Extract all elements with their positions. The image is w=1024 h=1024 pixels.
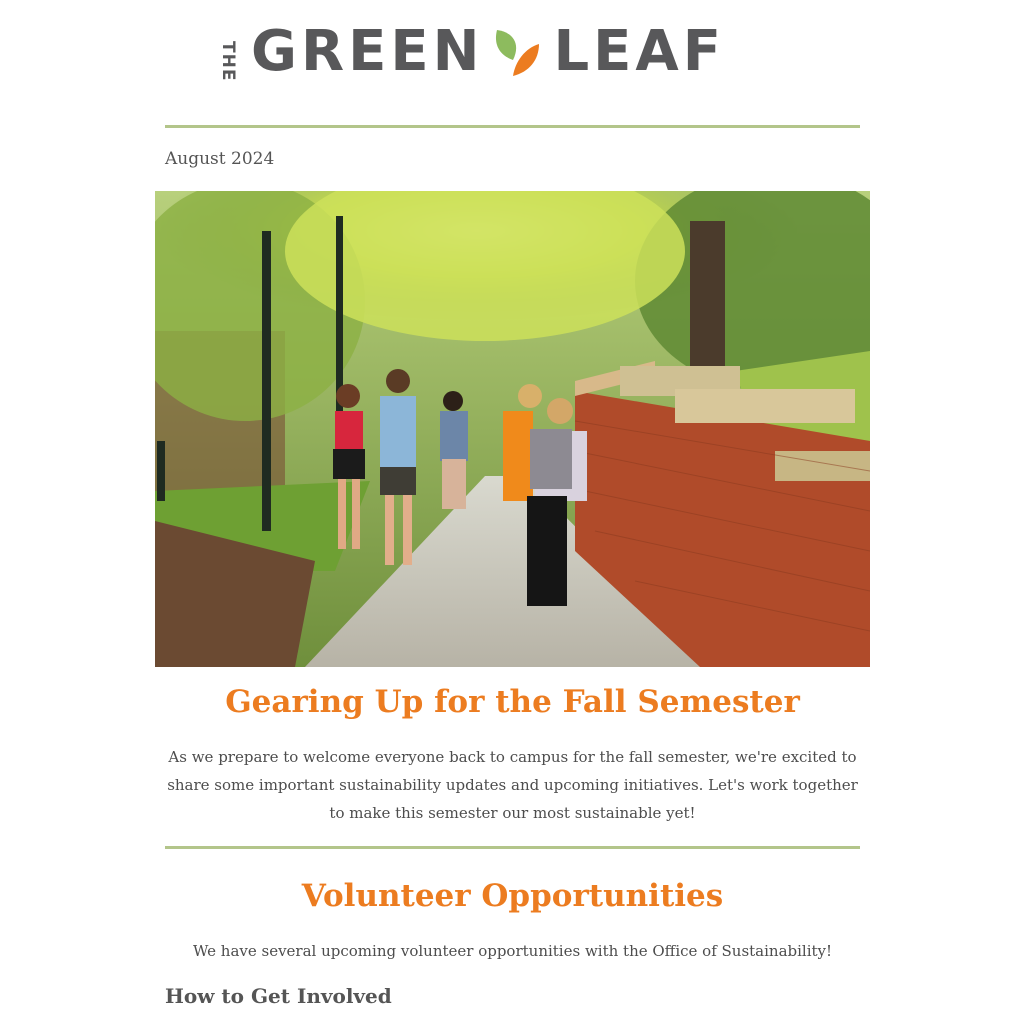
issue-date: August 2024	[165, 149, 275, 169]
divider-rule	[165, 125, 860, 128]
volunteer-body: We have several upcoming volunteer opportunities with the Office of Sustainability!	[192, 942, 833, 960]
hero-photo	[155, 191, 870, 667]
students-walking-campus-photo	[155, 191, 870, 667]
leaf-icon	[491, 26, 541, 78]
masthead-leaf: LEAF	[553, 19, 725, 84]
intro-body: As we prepare to welcome everyone back to campus for the fall semester, we're excited to share some important sustainability updates and upcoming initiatives. Let's work together to make this semester our most sustainable yet!	[167, 748, 858, 822]
masthead-green: GREEN	[251, 19, 484, 84]
masthead-the: THE	[218, 41, 238, 82]
newsletter-masthead	[217, 19, 807, 84]
volunteer-heading: Volunteer Opportunities	[301, 878, 724, 914]
how-to-get-involved-heading: How to Get Involved	[165, 984, 392, 1008]
divider-rule	[165, 846, 860, 849]
intro-heading: Gearing Up for the Fall Semester	[225, 684, 800, 720]
